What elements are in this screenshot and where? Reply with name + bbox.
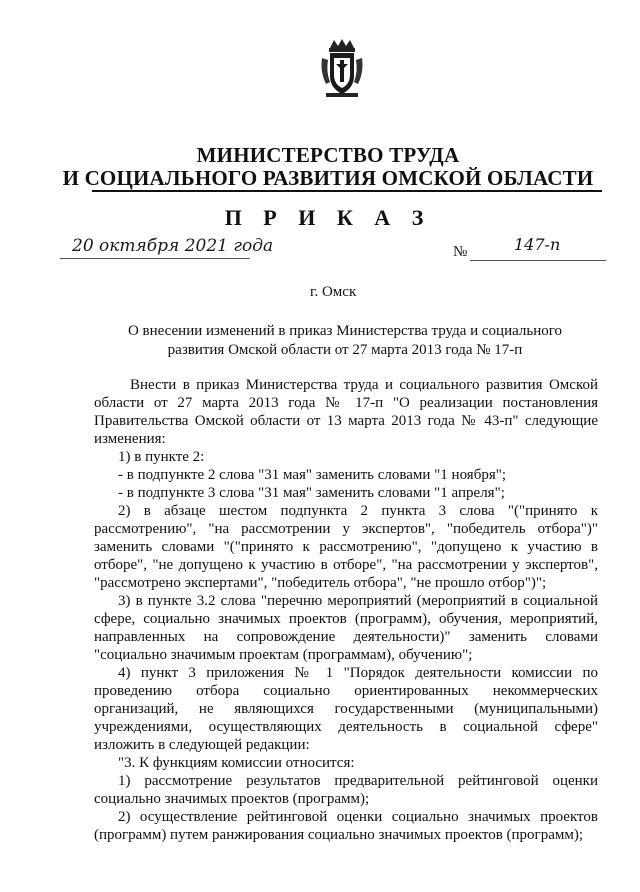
ministry-name-line1: МИНИСТЕРСТВО ТРУДА [196,143,460,167]
number-underline [470,260,606,261]
document-number: 147-п [514,235,561,254]
document-body [94,376,598,844]
body-paragraph: - в подпункте 3 слова "31 мая" заменить словами "1 апреля"; [118,485,505,501]
body-paragraph: 2) в абзаце шестом подпункта 2 пункта 3 слова "("принято к рассмотрению", "на рассмотрении у экспертов", "победитель отбора")" заменить словами "("принято к рассмотрению", "допущено к участию в отборе", "не допущено к участию в отборе", "на рассмотрении у экспертов", "рассмотрено экспертами", "победитель отбора", "не прошло отбор")"; [94,503,598,591]
body-paragraph: "3. К функциям комиссии относится: [118,755,355,771]
body-paragraph: Внести в приказ Министерства труда и социального развития Омской области от 27 марта 2013 года № 17-п "О реализации постановления Правительства Омской области от 13 марта 2013 года № 43-п" следующие изменения: [94,377,598,447]
subject-line1: О внесении изменений в приказ Министерства труда и социального [127,323,563,339]
header-divider [92,190,602,192]
body-paragraph: - в подпункте 2 слова "31 мая" заменить словами "1 ноября"; [118,467,507,483]
body-paragraph: 1) рассмотрение результатов предварительной рейтинговой оценки социально значимых проектов (программ); [94,773,598,807]
city-label: г. Омск [310,284,357,300]
ministry-name-line2: И СОЦИАЛЬНОГО РАЗВИТИЯ ОМСКОЙ ОБЛАСТИ [62,166,594,190]
document-type-title: П Р И К А З [224,205,432,230]
body-paragraph: 2) осуществление рейтинговой оценки социально значимых проектов (программ) путем ранжирования социально значимых проектов (программ); [94,809,598,843]
date-underline [60,258,250,259]
subject-line2: развития Омской области от 27 марта 2013 года № 17-п [167,342,523,358]
body-paragraph: 4) пункт 3 приложения № 1 "Порядок деятельности комиссии по проведению отбора социально ориентированных некоммерческих организаций, не являющихся государственными (муниципальными) учреждениями, осуществляющих деятельность в социальной сфере" изложить в следующей редакции: [94,665,598,753]
coat-of-arms-icon [318,38,366,100]
document-subject [115,322,575,360]
number-sign: № [453,244,468,260]
body-paragraph: 1) в пункте 2: [118,449,205,465]
body-paragraph: 3) в пункте 3.2 слова "перечню мероприятий (мероприятий в социальной сфере, социально значимых проектов (программ), обучения, мероприятий, направленных на сопровождение деятельности)" заменить словами "социально значимым проектам (программам), обучению"; [94,593,598,663]
document-date: 20 октября 2021 года [72,236,274,256]
